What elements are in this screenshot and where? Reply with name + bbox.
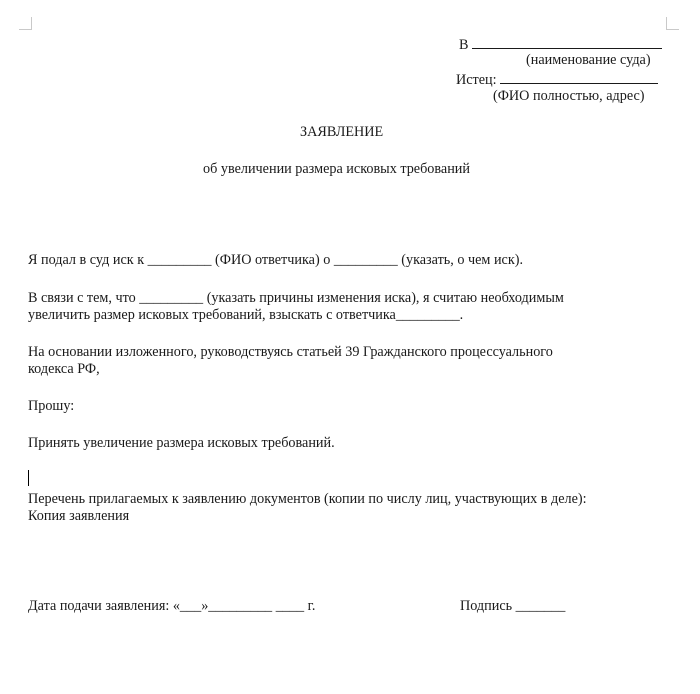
- paragraph-reason-line2: увеличить размер исковых требований, взыскать с ответчика_________.: [28, 307, 464, 323]
- paragraph-basis-line2: кодекса РФ,: [28, 361, 100, 377]
- request-heading: Прошу:: [28, 398, 75, 414]
- court-prefix: В: [459, 37, 469, 53]
- plaintiff-prefix: Истец:: [456, 72, 497, 88]
- text-cursor: [28, 470, 29, 486]
- claim-text-a: Я подал в суд иск к: [28, 252, 145, 268]
- claim-text-b: (ФИО ответчика) о: [215, 252, 331, 268]
- signature-blank: _______: [515, 598, 566, 614]
- plaintiff-line: [456, 69, 658, 89]
- request-text: Принять увеличение размера исковых требований.: [28, 435, 335, 451]
- margin-corner-top-right: [666, 17, 679, 30]
- claim-text-c: (указать, о чем иск).: [401, 252, 523, 268]
- reason-text-a: В связи с тем, что: [28, 290, 136, 306]
- subject-blank: _________: [333, 252, 398, 268]
- paragraph-basis-line1: На основании изложенного, руководствуясь статьей 39 Гражданского процессуального: [28, 344, 553, 360]
- defendant-blank: _________: [147, 252, 212, 268]
- reason-text-b: (указать причины изменения иска), я считаю необходимым: [206, 290, 564, 306]
- document-title: ЗАЯВЛЕНИЕ: [300, 124, 384, 140]
- signature-line: [460, 597, 565, 615]
- plaintiff-blank: [500, 69, 658, 84]
- plaintiff-hint: (ФИО полностью, адрес): [493, 88, 645, 104]
- reason-blank: _________: [139, 290, 204, 306]
- attachments-line1: Перечень прилагаемых к заявлению документов (копии по числу лиц, участвующих в деле):: [28, 491, 587, 507]
- paragraph-reason-line1: [28, 289, 564, 307]
- document-subtitle: об увеличении размера исковых требований: [203, 161, 470, 177]
- court-hint: (наименование суда): [526, 52, 651, 68]
- court-blank: [472, 34, 662, 49]
- paragraph-claim: [28, 251, 523, 269]
- margin-corner-top-left: [19, 17, 32, 30]
- signature-label: Подпись: [460, 598, 513, 614]
- attachments-line2: Копия заявления: [28, 508, 130, 524]
- submission-date: Дата подачи заявления: «___»_________ ____ г.: [28, 598, 316, 614]
